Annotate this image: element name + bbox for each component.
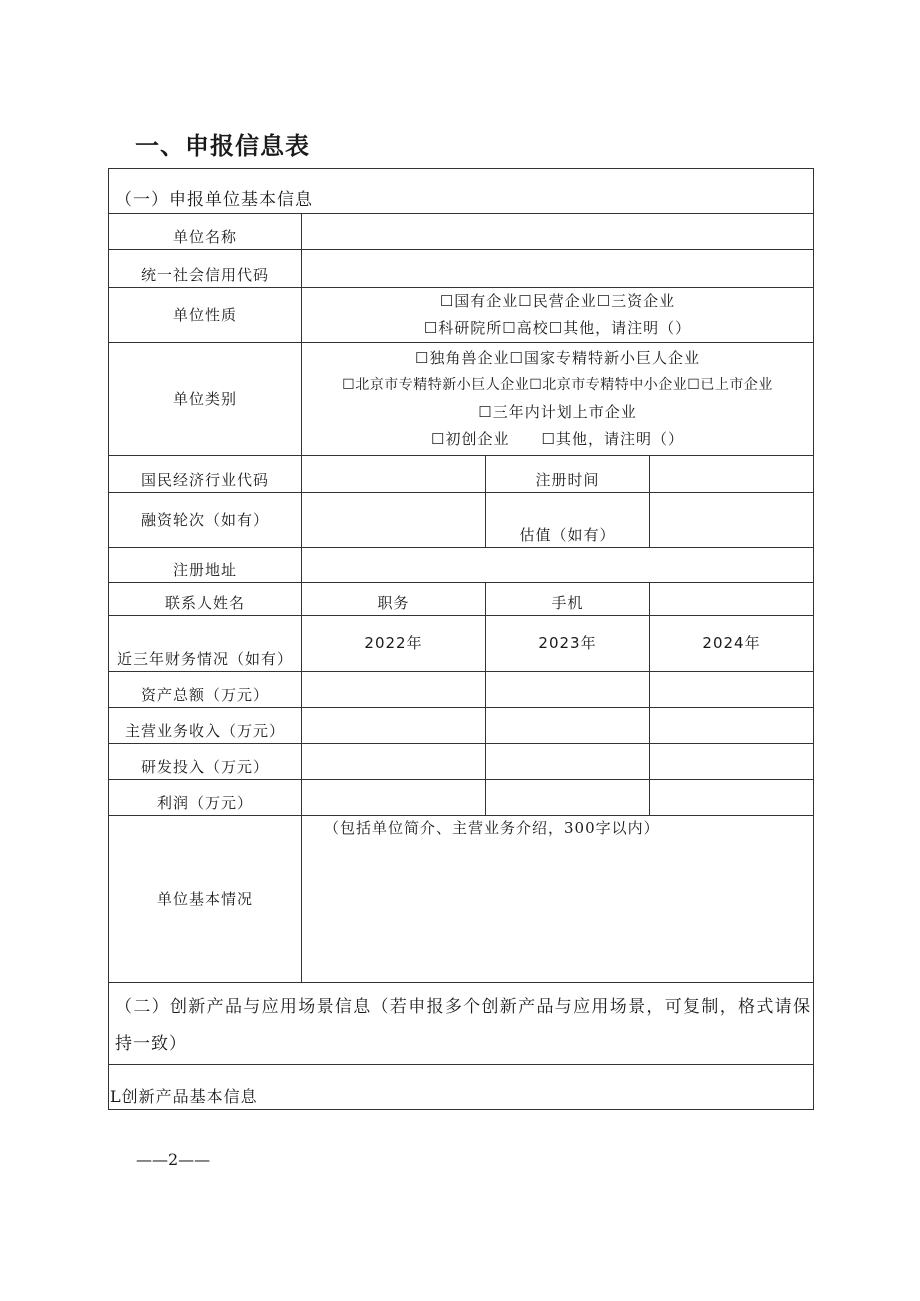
total-assets-label: 资产总额（万元） (109, 672, 302, 708)
credit-code-label: 统一社会信用代码 (109, 250, 302, 288)
page-title: 一、申报信息表 (135, 132, 310, 160)
main-revenue-2022-field[interactable] (302, 708, 486, 744)
rd-input-2024-field[interactable] (650, 744, 814, 780)
nature-label: 单位性质 (109, 288, 302, 343)
contact-name-label: 联系人姓名 (109, 583, 302, 616)
category-option-line[interactable]: ☐三年内计划上市企业 (478, 403, 637, 421)
rd-input-2022-field[interactable] (302, 744, 486, 780)
nature-option-line[interactable]: ☐国有企业☐民营企业☐三资企业 (439, 292, 676, 310)
product-basic-info-heading: L创新产品基本信息 (109, 1064, 814, 1109)
basic-info-field[interactable] (302, 816, 814, 983)
main-revenue-2023-field[interactable] (486, 708, 650, 744)
category-option-line[interactable]: ☐北京市专精特新小巨人企业☐北京市专精特中小企业☐已上市企业 (342, 377, 773, 393)
year-2024-header: 2024年 (650, 616, 814, 672)
nature-options (302, 288, 814, 343)
position-label: 职务 (302, 583, 486, 616)
year-2023-header: 2023年 (486, 616, 650, 672)
profit-2023-field[interactable] (486, 780, 650, 816)
profit-label: 利润（万元） (109, 780, 302, 816)
basic-info-hint: （包括单位简介、主营业务介绍，300字以内） (324, 819, 660, 837)
rd-input-label: 研发投入（万元） (109, 744, 302, 780)
reg-address-label: 注册地址 (109, 548, 302, 583)
industry-code-label: 国民经济行业代码 (109, 456, 302, 493)
total-assets-2022-field[interactable] (302, 672, 486, 708)
application-form-table (108, 168, 814, 1110)
section1-heading: （一）申报单位基本信息 (109, 169, 814, 214)
mobile-label: 手机 (486, 583, 650, 616)
profit-2022-field[interactable] (302, 780, 486, 816)
page-number: ——2—— (136, 1150, 211, 1169)
financing-round-field[interactable] (302, 493, 486, 548)
unit-name-field[interactable] (302, 214, 814, 250)
section2-heading: （二）创新产品与应用场景信息（若申报多个创新产品与应用场景，可复制，格式请保持一致） (109, 983, 814, 1065)
category-option-line[interactable]: ☐初创企业 ☐其他，请注明（） (431, 430, 684, 448)
main-revenue-label: 主营业务收入（万元） (109, 708, 302, 744)
basic-info-label: 单位基本情况 (109, 816, 302, 983)
nature-option-line[interactable]: ☐科研院所☐高校☐其他，请注明（） (423, 319, 692, 337)
finance-label: 近三年财务情况（如有） (109, 616, 302, 672)
valuation-label: 估值（如有） (486, 493, 650, 548)
unit-name-label: 单位名称 (109, 214, 302, 250)
valuation-field[interactable] (650, 493, 814, 548)
reg-address-field[interactable] (302, 548, 814, 583)
financing-round-label: 融资轮次（如有） (109, 493, 302, 548)
main-revenue-2024-field[interactable] (650, 708, 814, 744)
total-assets-2023-field[interactable] (486, 672, 650, 708)
category-options (302, 343, 814, 456)
category-option-line[interactable]: ☐独角兽企业☐国家专精特新小巨人企业 (415, 349, 700, 367)
rd-input-2023-field[interactable] (486, 744, 650, 780)
industry-code-field[interactable] (302, 456, 486, 493)
year-2022-header: 2022年 (302, 616, 486, 672)
total-assets-2024-field[interactable] (650, 672, 814, 708)
category-label: 单位类别 (109, 343, 302, 456)
reg-time-label: 注册时间 (486, 456, 650, 493)
credit-code-field[interactable] (302, 250, 814, 288)
reg-time-field[interactable] (650, 456, 814, 493)
profit-2024-field[interactable] (650, 780, 814, 816)
mobile-field[interactable] (650, 583, 814, 616)
